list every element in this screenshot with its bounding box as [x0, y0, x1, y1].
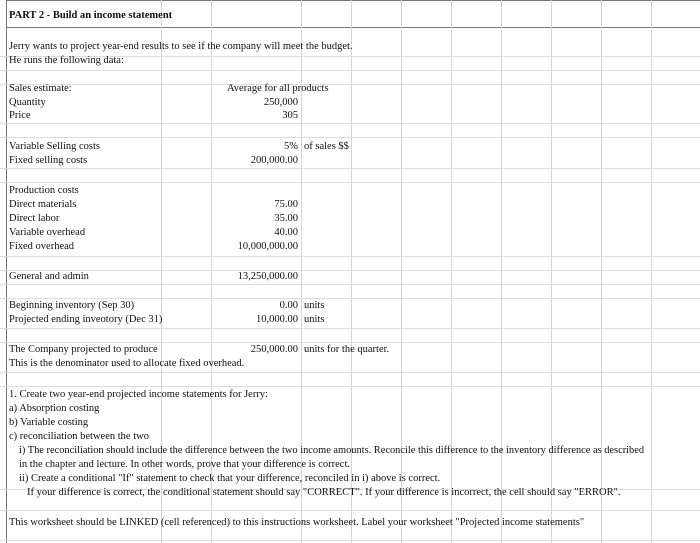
beginning-inventory-label: Beginning inventory (Sep 30)	[9, 300, 135, 311]
grid-row-line	[0, 270, 700, 271]
grid-row-line	[0, 510, 700, 511]
general-admin-label: General and admin	[9, 271, 89, 282]
grid-row-line	[0, 123, 700, 124]
denominator-note: This is the denominator used to allocate fixed overhead.	[9, 358, 245, 369]
price-label: Price	[9, 110, 31, 121]
ending-inventory-unit: units	[304, 314, 325, 325]
fixed-overhead-label: Fixed overhead	[9, 241, 75, 252]
direct-materials-label: Direct materials	[9, 199, 77, 210]
variable-selling-unit: of sales $$	[304, 141, 349, 152]
direct-labor-label: Direct labor	[9, 213, 60, 224]
beginning-inventory-value: 0.00	[279, 300, 298, 311]
ending-inventory-value: 10,000.00	[256, 314, 298, 325]
variable-overhead-value: 40.00	[274, 227, 298, 238]
quantity-label: Quantity	[9, 97, 46, 108]
sales-column-header: Average for all products	[227, 83, 329, 94]
instruction-line: 1. Create two year-end projected income statements for Jerry:	[9, 389, 268, 400]
grid-column-line	[401, 0, 402, 543]
grid-row-line	[0, 137, 700, 138]
instruction-line: i) The reconciliation should include the difference between the two income amounts. Reconcile this difference to the inventory difference as described	[19, 445, 645, 456]
general-admin-value: 13,250,000.00	[237, 271, 298, 282]
fixed-overhead-value: 10,000,000.00	[237, 241, 298, 252]
instruction-line: If your difference is correct, the conditional statement should say "CORRECT". If your difference is incorrect, the cell should say "ERROR".	[27, 487, 621, 498]
instruction-line: a) Absorption costing	[9, 403, 100, 414]
grid-column-line	[451, 0, 452, 543]
price-value: 305	[282, 110, 298, 121]
production-projection-value: 250,000.00	[250, 344, 298, 355]
grid-row-line	[0, 256, 700, 257]
variable-selling-label: Variable Selling costs	[9, 141, 100, 152]
grid-row-line	[0, 372, 700, 373]
title-row-border	[6, 27, 700, 28]
sheet-top-border	[6, 0, 700, 1]
fixed-selling-label: Fixed selling costs	[9, 155, 88, 166]
grid-column-line	[651, 0, 652, 543]
grid-row-line	[0, 540, 700, 541]
grid-row-line	[0, 168, 700, 169]
grid-row-line	[0, 70, 700, 71]
sales-estimate-label: Sales estimate:	[9, 83, 72, 94]
ending-inventory-label: Projected ending inveotory (Dec 31)	[9, 314, 163, 325]
quantity-value: 250,000	[263, 97, 298, 108]
intro-line: He runs the following data:	[9, 55, 124, 66]
instruction-line: c) reconciliation between the two	[9, 431, 149, 442]
grid-column-line	[601, 0, 602, 543]
grid-column-line	[351, 0, 352, 543]
grid-row-line	[0, 328, 700, 329]
intro-line: Jerry wants to project year-end results to see if the company will meet the budget.	[9, 41, 353, 52]
production-projection-unit: units for the quarter.	[304, 344, 390, 355]
production-costs-label: Production costs	[9, 185, 79, 196]
instruction-line: in the chapter and lecture. In other words, prove that your difference is correct.	[19, 459, 351, 470]
beginning-inventory-unit: units	[304, 300, 325, 311]
production-projection-label: The Company projected to produce	[9, 344, 158, 355]
grid-row-line	[0, 84, 700, 85]
instruction-line: ii) Create a conditional "If" statement to check that your difference, reconciled in i) above is correct.	[19, 473, 441, 484]
direct-labor-value: 35.00	[274, 213, 298, 224]
footer-note: This worksheet should be LINKED (cell referenced) to this instructions worksheet. Label your worksheet "Projected income statements"	[9, 517, 585, 528]
grid-row-line	[0, 284, 700, 285]
sheet-left-border	[6, 0, 7, 543]
grid-row-line	[0, 182, 700, 183]
grid-column-line	[551, 0, 552, 543]
variable-selling-value: 5%	[284, 141, 298, 152]
grid-column-line	[501, 0, 502, 543]
grid-row-line	[0, 386, 700, 387]
variable-overhead-label: Variable overhead	[9, 227, 86, 238]
instruction-line: b) Variable costing	[9, 417, 89, 428]
page-title: PART 2 - Build an income statement	[9, 10, 173, 21]
direct-materials-value: 75.00	[274, 199, 298, 210]
fixed-selling-value: 200,000.00	[250, 155, 298, 166]
